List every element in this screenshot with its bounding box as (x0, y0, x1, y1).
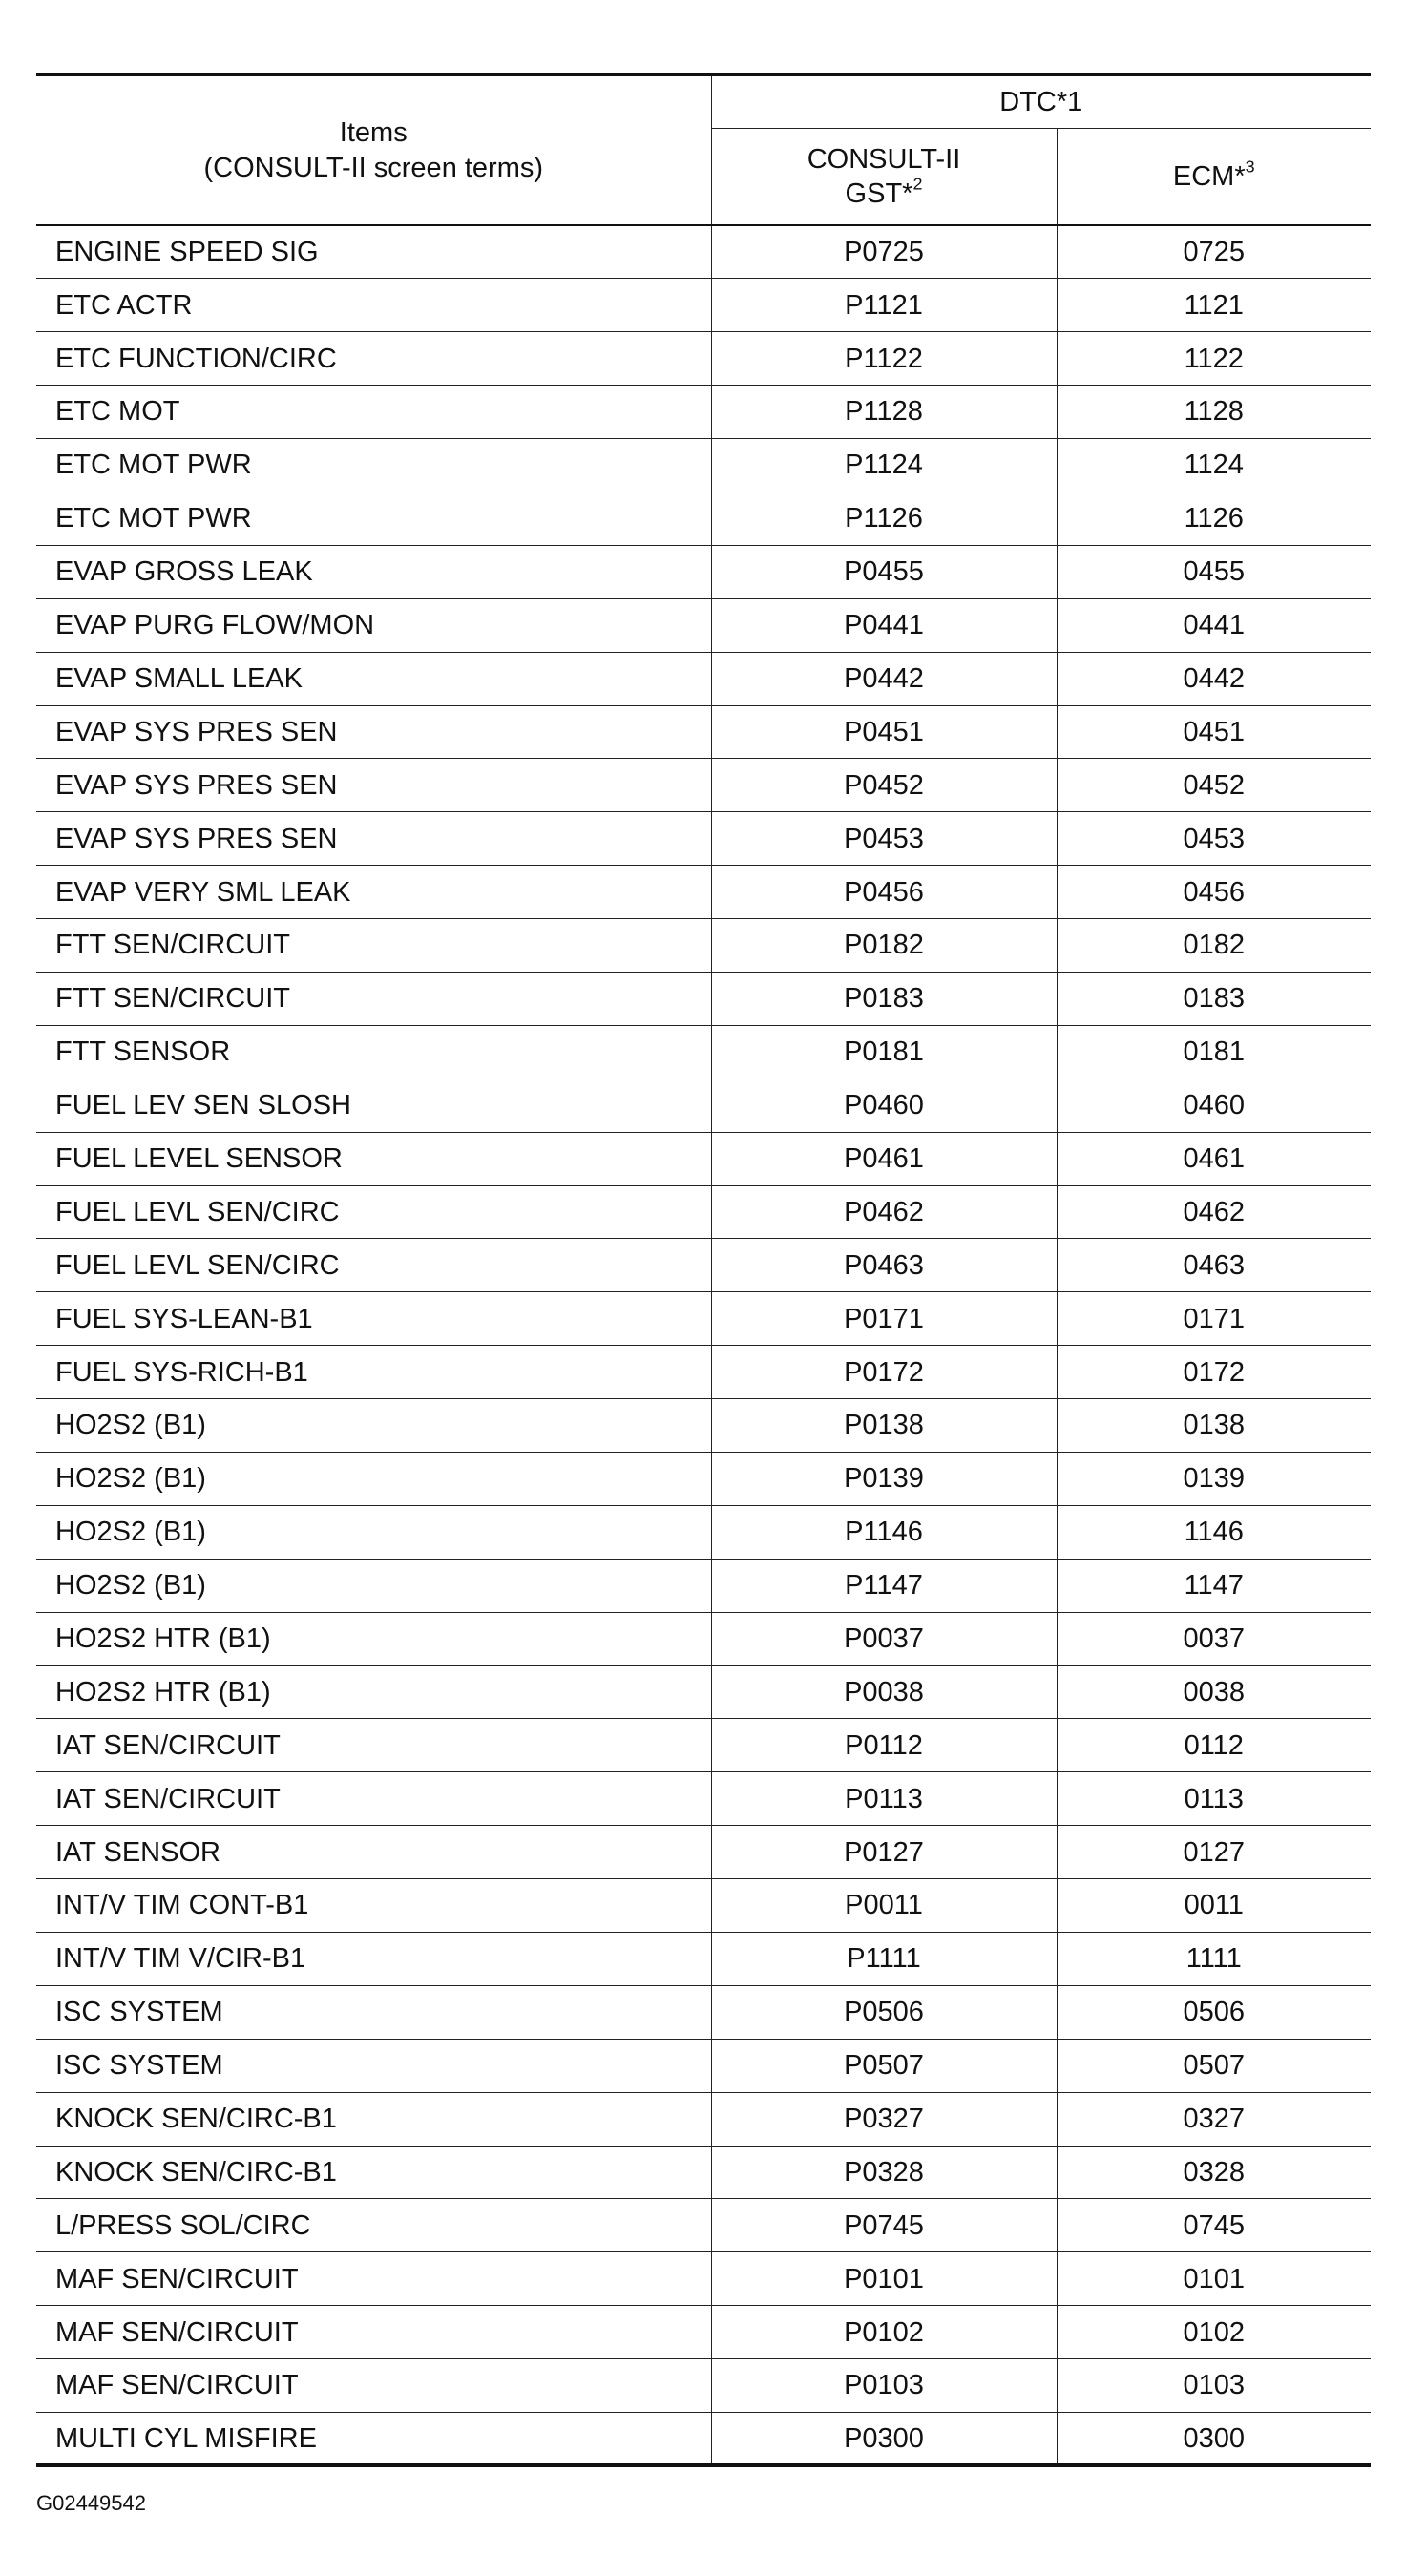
table-row (36, 492, 1371, 545)
consult-gst-cell: P0113 (711, 1772, 1057, 1826)
items-column-header (36, 74, 711, 225)
consult-gst-cell: P0183 (711, 972, 1057, 1025)
table-row (36, 1559, 1371, 1612)
consult-gst-cell: P0461 (711, 1132, 1057, 1185)
item-cell: L/PRESS SOL/CIRC (36, 2199, 711, 2252)
ecm-cell: 0171 (1057, 1292, 1371, 1346)
table-row (36, 1452, 1371, 1505)
consult-gst-cell: P0038 (711, 1665, 1057, 1719)
ecm-cell: 1128 (1057, 386, 1371, 439)
ecm-cell: 1146 (1057, 1505, 1371, 1559)
table-row (36, 1826, 1371, 1879)
item-cell: EVAP SYS PRES SEN (36, 705, 711, 759)
item-cell: FUEL LEVL SEN/CIRC (36, 1239, 711, 1292)
item-cell: MAF SEN/CIRCUIT (36, 2306, 711, 2359)
item-cell: EVAP SMALL LEAK (36, 652, 711, 705)
item-cell: IAT SEN/CIRCUIT (36, 1719, 711, 1772)
table-row (36, 2252, 1371, 2306)
table-row (36, 545, 1371, 598)
table-row (36, 439, 1371, 492)
consult-gst-cell: P1111 (711, 1933, 1057, 1986)
table-row (36, 972, 1371, 1025)
consult-gst-cell: P0138 (711, 1399, 1057, 1453)
consult-gst-cell: P0460 (711, 1079, 1057, 1132)
consult-gst-cell: P0452 (711, 759, 1057, 812)
consult-gst-cell: P0453 (711, 812, 1057, 866)
table-row (36, 1933, 1371, 1986)
ecm-cell: 0103 (1057, 2359, 1371, 2413)
item-cell: MULTI CYL MISFIRE (36, 2413, 711, 2466)
table-row (36, 1772, 1371, 1826)
consult-gst-cell: P0507 (711, 2039, 1057, 2092)
consult-gst-cell: P0181 (711, 1025, 1057, 1079)
dtc-group-header: DTC*1 (711, 74, 1371, 129)
ecm-column-header (1057, 129, 1371, 226)
ecm-cell: 0038 (1057, 1665, 1371, 1719)
ecm-cell: 0139 (1057, 1452, 1371, 1505)
item-cell: KNOCK SEN/CIRC-B1 (36, 2146, 711, 2199)
item-cell: MAF SEN/CIRCUIT (36, 2252, 711, 2306)
table-row (36, 279, 1371, 332)
item-cell: HO2S2 HTR (B1) (36, 1612, 711, 1665)
ecm-cell: 0182 (1057, 919, 1371, 973)
item-cell: EVAP SYS PRES SEN (36, 759, 711, 812)
table-row (36, 2306, 1371, 2359)
item-cell: INT/V TIM CONT-B1 (36, 1879, 711, 1933)
consult-gst-cell: P0037 (711, 1612, 1057, 1665)
ecm-cell: 0725 (1057, 225, 1371, 279)
consult-gst-cell: P1128 (711, 386, 1057, 439)
table-row (36, 919, 1371, 973)
consult-gst-cell: P0462 (711, 1185, 1057, 1239)
consult-gst-cell: P0455 (711, 545, 1057, 598)
ecm-cell: 0460 (1057, 1079, 1371, 1132)
consult-gst-cell: P0745 (711, 2199, 1057, 2252)
item-cell: EVAP SYS PRES SEN (36, 812, 711, 866)
item-cell: FUEL LEVEL SENSOR (36, 1132, 711, 1185)
consult-gst-cell: P0456 (711, 866, 1057, 919)
ecm-cell: 0138 (1057, 1399, 1371, 1453)
table-row (36, 598, 1371, 652)
ecm-cell: 1124 (1057, 439, 1371, 492)
ecm-cell: 0463 (1057, 1239, 1371, 1292)
ecm-cell: 0101 (1057, 2252, 1371, 2306)
ecm-cell: 1121 (1057, 279, 1371, 332)
item-cell: IAT SEN/CIRCUIT (36, 1772, 711, 1826)
consult-gst-cell: P0139 (711, 1452, 1057, 1505)
consult-gst-cell: P0011 (711, 1879, 1057, 1933)
ecm-cell: 1122 (1057, 332, 1371, 386)
consult-header-gst: GST* (845, 178, 913, 209)
figure-code: G02449542 (36, 2491, 146, 2515)
ecm-cell: 0112 (1057, 1719, 1371, 1772)
dtc-table (36, 73, 1371, 2467)
table-row (36, 1185, 1371, 1239)
ecm-cell: 0127 (1057, 1826, 1371, 1879)
item-cell: FTT SEN/CIRCUIT (36, 972, 711, 1025)
ecm-cell: 0452 (1057, 759, 1371, 812)
item-cell: ENGINE SPEED SIG (36, 225, 711, 279)
item-cell: INT/V TIM V/CIR-B1 (36, 1933, 711, 1986)
ecm-cell: 0453 (1057, 812, 1371, 866)
table-row (36, 1399, 1371, 1453)
ecm-cell: 0451 (1057, 705, 1371, 759)
consult-gst-cell: P1147 (711, 1559, 1057, 1612)
consult-gst-cell: P1146 (711, 1505, 1057, 1559)
item-cell: MAF SEN/CIRCUIT (36, 2359, 711, 2413)
item-cell: FTT SEN/CIRCUIT (36, 919, 711, 973)
footnote-ref-3: 3 (1245, 157, 1255, 177)
consult-gst-cell: P0441 (711, 598, 1057, 652)
ecm-cell: 0172 (1057, 1346, 1371, 1399)
ecm-cell: 0181 (1057, 1025, 1371, 1079)
items-header-line2: (CONSULT-II screen terms) (203, 152, 544, 183)
consult-gst-cell: P1121 (711, 279, 1057, 332)
consult-gst-cell: P0172 (711, 1346, 1057, 1399)
item-cell: HO2S2 HTR (B1) (36, 1665, 711, 1719)
table-row (36, 1665, 1371, 1719)
item-cell: ETC MOT PWR (36, 439, 711, 492)
consult-gst-cell: P0102 (711, 2306, 1057, 2359)
consult-gst-cell: P0112 (711, 1719, 1057, 1772)
ecm-cell: 0507 (1057, 2039, 1371, 2092)
header-row-top (36, 74, 1371, 129)
ecm-cell: 0037 (1057, 1612, 1371, 1665)
table-row (36, 652, 1371, 705)
table-body (36, 225, 1371, 2465)
consult-header-line2 (712, 174, 1057, 211)
item-cell: FUEL LEVL SEN/CIRC (36, 1185, 711, 1239)
consult-gst-cell: P0463 (711, 1239, 1057, 1292)
consult-gst-column-header (711, 129, 1057, 226)
item-cell: KNOCK SEN/CIRC-B1 (36, 2092, 711, 2146)
table-row (36, 1879, 1371, 1933)
ecm-cell: 0328 (1057, 2146, 1371, 2199)
item-cell: FUEL SYS-LEAN-B1 (36, 1292, 711, 1346)
table-row (36, 1346, 1371, 1399)
consult-gst-cell: P0171 (711, 1292, 1057, 1346)
table-row (36, 812, 1371, 866)
consult-gst-cell: P0725 (711, 225, 1057, 279)
item-cell: FUEL SYS-RICH-B1 (36, 1346, 711, 1399)
table-row (36, 705, 1371, 759)
consult-header-line1: CONSULT-II (807, 143, 961, 175)
ecm-cell: 0442 (1057, 652, 1371, 705)
item-cell: ISC SYSTEM (36, 1985, 711, 2039)
table-row (36, 386, 1371, 439)
consult-gst-cell: P0300 (711, 2413, 1057, 2466)
ecm-cell: 0113 (1057, 1772, 1371, 1826)
table-row (36, 1292, 1371, 1346)
table-row (36, 1985, 1371, 2039)
table-row (36, 225, 1371, 279)
table-row (36, 2413, 1371, 2466)
ecm-cell: 0011 (1057, 1879, 1371, 1933)
table-row (36, 2359, 1371, 2413)
item-cell: ETC FUNCTION/CIRC (36, 332, 711, 386)
consult-gst-cell: P0451 (711, 705, 1057, 759)
items-header-line1: Items (339, 117, 408, 149)
ecm-cell: 0462 (1057, 1185, 1371, 1239)
table-header (36, 74, 1371, 225)
ecm-cell: 0461 (1057, 1132, 1371, 1185)
item-cell: EVAP VERY SML LEAK (36, 866, 711, 919)
ecm-header-label: ECM* (1172, 160, 1246, 192)
item-cell: ETC MOT PWR (36, 492, 711, 545)
item-cell: IAT SENSOR (36, 1826, 711, 1879)
consult-gst-cell: P0506 (711, 1985, 1057, 2039)
table-row (36, 1025, 1371, 1079)
ecm-cell: 0183 (1057, 972, 1371, 1025)
ecm-cell: 0300 (1057, 2413, 1371, 2466)
table-row (36, 1239, 1371, 1292)
consult-gst-cell: P0442 (711, 652, 1057, 705)
item-cell: HO2S2 (B1) (36, 1505, 711, 1559)
table-row (36, 2199, 1371, 2252)
consult-gst-cell: P0327 (711, 2092, 1057, 2146)
table-row (36, 759, 1371, 812)
consult-gst-cell: P0127 (711, 1826, 1057, 1879)
ecm-cell: 1111 (1057, 1933, 1371, 1986)
consult-gst-cell: P1124 (711, 439, 1057, 492)
table-row (36, 2039, 1371, 2092)
item-cell: ETC MOT (36, 386, 711, 439)
item-cell: HO2S2 (B1) (36, 1559, 711, 1612)
item-cell: EVAP GROSS LEAK (36, 545, 711, 598)
table-row (36, 866, 1371, 919)
ecm-cell: 0745 (1057, 2199, 1371, 2252)
item-cell: FTT SENSOR (36, 1025, 711, 1079)
table-row (36, 332, 1371, 386)
item-cell: ETC ACTR (36, 279, 711, 332)
item-cell: EVAP PURG FLOW/MON (36, 598, 711, 652)
ecm-cell: 0455 (1057, 545, 1371, 598)
table-row (36, 2092, 1371, 2146)
footnote-ref-2: 2 (912, 174, 923, 194)
table-row (36, 1079, 1371, 1132)
table-row (36, 1719, 1371, 1772)
consult-gst-cell: P1126 (711, 492, 1057, 545)
item-cell: HO2S2 (B1) (36, 1452, 711, 1505)
consult-gst-cell: P0328 (711, 2146, 1057, 2199)
consult-gst-cell: P0182 (711, 919, 1057, 973)
consult-gst-cell: P0103 (711, 2359, 1057, 2413)
ecm-cell: 0456 (1057, 866, 1371, 919)
item-cell: ISC SYSTEM (36, 2039, 711, 2092)
table-row (36, 1132, 1371, 1185)
ecm-cell: 0102 (1057, 2306, 1371, 2359)
table-row (36, 1612, 1371, 1665)
table-row (36, 2146, 1371, 2199)
item-cell: HO2S2 (B1) (36, 1399, 711, 1453)
ecm-cell: 0506 (1057, 1985, 1371, 2039)
item-cell: FUEL LEV SEN SLOSH (36, 1079, 711, 1132)
consult-gst-cell: P0101 (711, 2252, 1057, 2306)
ecm-cell: 1126 (1057, 492, 1371, 545)
ecm-cell: 0441 (1057, 598, 1371, 652)
table-row (36, 1505, 1371, 1559)
consult-gst-cell: P1122 (711, 332, 1057, 386)
ecm-cell: 0327 (1057, 2092, 1371, 2146)
ecm-cell: 1147 (1057, 1559, 1371, 1612)
